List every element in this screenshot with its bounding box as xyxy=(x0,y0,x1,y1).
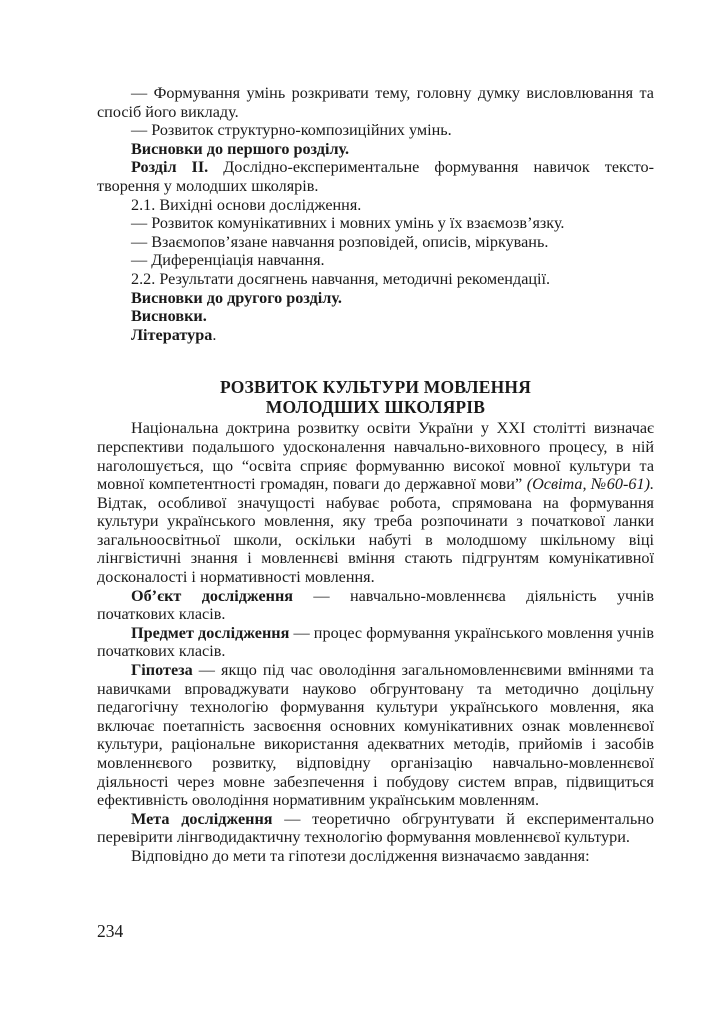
toc-line: — Диференціація навчання. xyxy=(131,251,325,270)
literature-label: Література xyxy=(131,325,213,344)
article-title-line: РОЗВИТОК КУЛЬТУРИ МОВЛЕННЯ xyxy=(219,377,532,398)
toc-line: — Взаємопов’язане навчання розповідей, описів, міркувань. xyxy=(131,232,549,251)
hypothesis-text: — якщо під час оволодіння загальномовленнєвими вміннями та навичками впроваджувати науково обгрунтовану та методично доцільну педагогічну технологію формування культури українського мовлення, яка включає поетапність засвоєння основних комунікативних ознак мовленнєвої культури, раціональне використання адекватних методів, прийомів і засобів мовленнєвого розвитку, відповідну організацію навчально-мовленнєвої діяльності через мовне забезпечення і побудову систем вправ, підвищиться ефективність оволодіння нормативним українським мовленням. xyxy=(97,661,654,810)
section-label: Розділ ІІ. xyxy=(131,158,209,177)
page-number: 234 xyxy=(97,921,124,941)
toc-line: — Розвиток комунікативних і мовних умінь у їх взаємозв’язку. xyxy=(131,214,565,233)
toc-line: — Формування умінь розкривати тему, головну думку висловлювання та спосіб його викладу. xyxy=(97,84,654,121)
subject-label: Предмет дослідження xyxy=(131,623,290,642)
article-title-line: МОЛОДШИХ ШКОЛЯРІВ xyxy=(265,397,486,418)
object-paragraph xyxy=(97,587,654,624)
subject-text: — процес формування українського мовлення учнів початкових класів. xyxy=(97,623,654,661)
goal-paragraph xyxy=(97,810,654,847)
text-column xyxy=(97,84,654,866)
toc-line: 2.1. Вихідні основи дослідження. xyxy=(131,195,362,214)
toc-line: — Розвиток структурно-композиційних умінь. xyxy=(131,121,452,140)
intro-text-continued: Відтак, особливої значущості набуває робота, спрямована на формування культури українського мовлення, яку треба розпочинати з початкової ланки загальноосвітньої школи, оскільки набуті в молодшому шкільному віці лінгвістичні знання і мовленнєві вміння стають підгрунтям комунікативної досконалості і нормативності мовлення. xyxy=(97,493,654,587)
toc-line: 2.2. Результати досягнень навчання, методичні рекомендації. xyxy=(131,269,551,288)
goal-label: Мета дослідження xyxy=(131,809,273,828)
literature-dot: . xyxy=(212,325,217,344)
toc-line: Висновки до першого розділу. xyxy=(131,139,350,158)
article-title xyxy=(97,377,654,417)
toc-line xyxy=(97,326,654,345)
intro-text: Національна доктрина розвитку освіти України у ХХІ столітті визначає перспективи подальшого удосконалення навчально-виховного процесу, в ній наголошується, що “освіта сприяє формуванню високої мовної культури та мовної компетентності громадян, поваги до державної мови” xyxy=(97,419,654,494)
toc-line: Висновки до другого розділу. xyxy=(131,288,342,307)
citation: (Освіта, №60-61). xyxy=(526,475,655,494)
section-text: Дослідно-експериментальне формування навичок тексто-творення у молодших школярів. xyxy=(97,158,654,195)
subject-paragraph xyxy=(97,624,654,661)
toc-section-heading xyxy=(97,158,654,195)
hypothesis-paragraph xyxy=(97,661,654,810)
goal-text: — теоретично обгрунтувати й експериментально перевірити лінгводидактичну технологію формування мовленнєвої культури. xyxy=(97,809,654,847)
object-text: — навчально-мовленнєва діяльність учнів початкових класів. xyxy=(97,586,654,624)
tasks-paragraph: Відповідно до мети та гіпотези дослідження визначаємо завдання: xyxy=(131,846,590,865)
object-label: Об’єкт дослідження xyxy=(131,586,294,605)
intro-paragraph xyxy=(97,419,654,586)
toc-line: Висновки. xyxy=(131,307,207,326)
hypothesis-label: Гіпотеза xyxy=(131,661,193,680)
